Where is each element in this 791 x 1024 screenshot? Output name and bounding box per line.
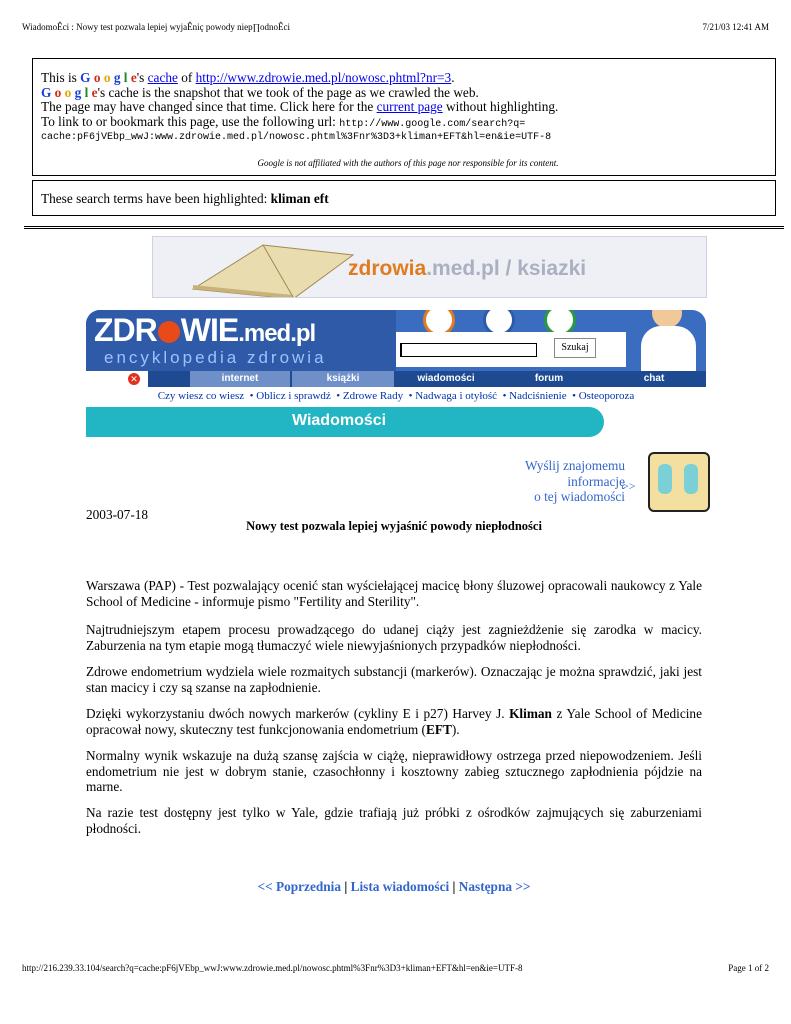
quick-link[interactable]: Oblicz i sprawdź [256,390,331,402]
quick-links: Czy wiesz co wiesz • Oblicz i sprawdź • Zdrowe Rady • Nadwaga i otyłość • Nadciśnienie • Osteoporoza [157,390,635,402]
search-input[interactable] [400,343,537,357]
cache-line-2: G o o g l e's cache is the snapshot that we took of the page as we crawled the web. [41,84,479,100]
quick-link[interactable]: Zdrowe Rady [342,390,404,402]
google-word: G o o g l e [80,70,137,85]
highlight-terms-box: These search terms have been highlighted: kliman eft [32,180,776,216]
current-page-link[interactable]: current page [376,99,443,114]
bookmark-url-1: http://www.google.com/search?q= [339,118,526,130]
print-header-datetime: 7/21/03 12:41 AM [702,22,769,32]
quick-link[interactable]: Nadwaga i otyłość [415,390,498,402]
cache-link[interactable]: cache [147,70,178,85]
nav-chat[interactable]: chat [643,373,665,384]
section-bar [86,407,604,437]
quick-link[interactable]: Osteoporoza [578,390,635,402]
highlighted-terms: kliman eft [270,191,329,206]
site-logo[interactable]: ZDR WIE.med.pl [94,312,316,348]
article-date: 2003-07-18 [86,507,149,522]
section-title: Wiadomości [292,412,387,429]
cached-url-link[interactable]: http://www.zdrowie.med.pl/nowosc.phtml?nr=3 [195,70,452,85]
friends-icon[interactable] [648,452,710,512]
cache-line-4: To link to or bookmark this page, use the following url: http://www.google.com/search?q= [41,113,526,130]
footer-page: Page 1 of 2 [728,963,769,973]
nav-forum[interactable]: forum [534,373,564,384]
article-paragraph: Na razie test dostępny jest tylko w Yale, gdzie trafiają już próbki z ośrodków zajmujących się zaburzeniami płodności. [86,805,702,836]
apple-icon [158,321,180,343]
article-paragraph: Warszawa (PAP) - Test pozwalający ocenić stan wyściełającej macicę błony śluzowej opracowali naukowcy z Yale School of Medicine - informuje pismo "Fertility and Sterility". [86,578,702,609]
nav-internet[interactable]: internet [190,371,290,387]
article-paragraph: Normalny wynik wskazuje na dużą szansę zajścia w ciążę, nieprawidłowy ostrzega przed niepowodzeniem. Jeśli endometrium nie jest w dobrym stanie, czasochłonny i kosztowny zabieg sztucznego zapłodnienia pójdzie na marne. [86,748,702,794]
cache-line-3: The page may have changed since that time. Click here for the current page without highlighting. [41,99,559,114]
article-title: Nowy test pozwala lepiej wyjaśnić powody niepłodności [246,519,542,533]
article-paragraph: Zdrowe endometrium wydziela wiele rozmaitych substancji (markerów). Oznaczając je można sprawdzić, jaki jest stan macicy i czy są szanse na zapłodnienie. [86,664,702,695]
quick-link[interactable]: Czy wiesz co wiesz [157,390,245,402]
cache-line-1: This is G o o g l e's cache of http://www.zdrowie.med.pl/nowosc.phtml?nr=3. [41,70,455,85]
quick-link[interactable]: Nadciśnienie [509,390,567,402]
pager: << Poprzednia | Lista wiadomości | Następna >> [257,879,531,894]
article-paragraph: Najtrudniejszym etapem procesu prowadzącego do udanej ciąży jest zagnieżdżenie się zarodka w macicy. Zaburzenia na tym etapie mogą tłumaczyć wiele niewyjaśnionych przypadków niepłodności. [86,622,702,653]
main-nav [86,371,706,387]
google-disclaimer: Google is not affiliated with the authors of this page nor responsible for its content. [257,158,559,168]
google-cache-notice [32,58,776,176]
bookmark-url-2: cache:pF6jVEbp_wwJ:www.zdrowie.med.pl/nowosc.phtml%3Fnr%3D3+kliman+EFT&hl=en&ie=UTF-8 [41,132,552,143]
send-arrows[interactable]: >> [622,479,636,493]
print-header-title: WiadomoÊci : Nowy test pozwala lepiej wyjaÊniç powody niep∏odnoÊci [22,22,290,32]
send-to-friend-link[interactable]: Wyślij znajomemu informację o tej wiadomości [524,458,625,504]
highlight-kliman: Kliman [509,706,552,721]
nav-ksiazki[interactable]: książki [292,371,394,387]
divider [24,226,784,229]
footer-url: http://216.239.33.104/search?q=cache:pF6jVEbp_wwJ:www.zdrowie.med.pl/nowosc.phtml%3Fnr%3D3+kliman+EFT&hl=en&ie=UTF-8 [22,963,523,973]
close-icon[interactable]: ✕ [128,373,140,385]
site-subtitle: encyklopedia zdrowia [104,348,327,367]
books-banner[interactable] [152,236,707,298]
next-link[interactable]: Następna >> [458,879,531,894]
google-word-2: G o o g l e [41,84,98,100]
highlight-eft: EFT [425,721,452,737]
prev-link[interactable]: << Poprzednia [257,879,341,894]
banner-title: zdrowia.med.pl / ksiazki [348,257,587,280]
list-link[interactable]: Lista wiadomości [350,879,450,894]
search-button[interactable]: Szukaj [554,338,596,358]
article-paragraph: Dzięki wykorzystaniu dwóch nowych markerów (cykliny E i p27) Harvey J. Kliman z Yale School of Medicine opracował nowy, skuteczny test funkcjonowania endometrium (EFT). [86,706,702,737]
nav-wiadomosci[interactable]: wiadomości [417,373,475,384]
